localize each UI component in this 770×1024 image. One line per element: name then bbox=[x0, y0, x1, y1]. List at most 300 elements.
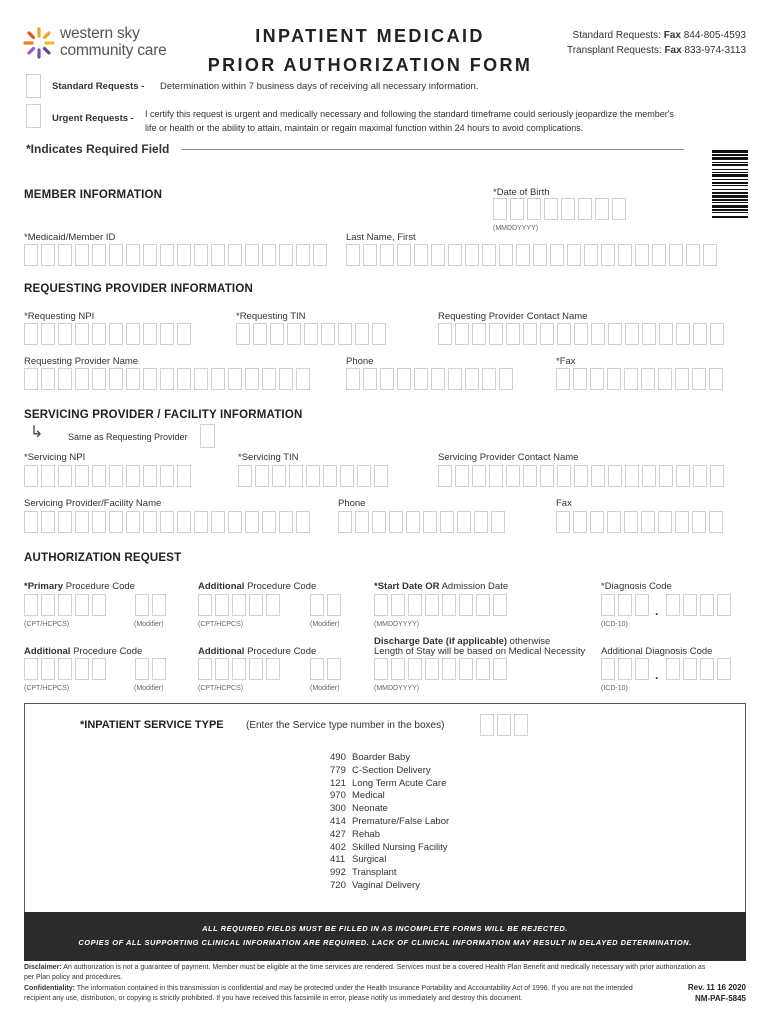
char-box[interactable] bbox=[573, 368, 587, 390]
char-box[interactable] bbox=[717, 594, 731, 616]
char-box[interactable] bbox=[92, 323, 106, 345]
char-box[interactable] bbox=[296, 368, 310, 390]
char-box[interactable] bbox=[177, 368, 191, 390]
char-box[interactable] bbox=[476, 658, 490, 680]
char-box[interactable] bbox=[642, 323, 656, 345]
char-box[interactable] bbox=[262, 511, 276, 533]
requesting-phone-boxes[interactable] bbox=[346, 368, 513, 390]
additional-cpt-boxes-2[interactable] bbox=[24, 658, 106, 680]
char-box[interactable] bbox=[591, 323, 605, 345]
char-box[interactable] bbox=[58, 594, 72, 616]
char-box[interactable] bbox=[675, 511, 689, 533]
char-box[interactable] bbox=[232, 594, 246, 616]
char-box[interactable] bbox=[642, 465, 656, 487]
char-box[interactable] bbox=[666, 658, 680, 680]
char-box[interactable] bbox=[41, 368, 55, 390]
char-box[interactable] bbox=[215, 658, 229, 680]
char-box[interactable] bbox=[540, 323, 554, 345]
diagnosis-decimal: . bbox=[655, 604, 659, 618]
barcode-bar bbox=[712, 169, 748, 170]
char-box[interactable] bbox=[245, 368, 259, 390]
char-box[interactable] bbox=[245, 511, 259, 533]
char-box[interactable] bbox=[457, 511, 471, 533]
diagnosis-code-boxes-a[interactable] bbox=[601, 594, 649, 616]
char-box[interactable] bbox=[160, 511, 174, 533]
char-box[interactable] bbox=[635, 594, 649, 616]
char-box[interactable] bbox=[306, 465, 320, 487]
char-box[interactable] bbox=[340, 465, 354, 487]
char-box[interactable] bbox=[126, 368, 140, 390]
requesting-contact-boxes[interactable] bbox=[438, 323, 724, 345]
char-box[interactable] bbox=[160, 323, 174, 345]
same-as-checkbox[interactable] bbox=[200, 424, 215, 448]
char-box[interactable] bbox=[442, 658, 456, 680]
char-box[interactable] bbox=[92, 511, 106, 533]
additional-diagnosis-boxes-a[interactable] bbox=[601, 658, 649, 680]
char-box[interactable] bbox=[41, 594, 55, 616]
char-box[interactable] bbox=[198, 594, 212, 616]
char-box[interactable] bbox=[310, 594, 324, 616]
char-box[interactable] bbox=[557, 323, 571, 345]
char-box[interactable] bbox=[279, 244, 293, 266]
char-box[interactable] bbox=[506, 323, 520, 345]
char-box[interactable] bbox=[608, 465, 622, 487]
char-box[interactable] bbox=[499, 244, 513, 266]
barcode-bar bbox=[712, 172, 748, 173]
char-box[interactable] bbox=[709, 368, 723, 390]
char-box[interactable] bbox=[321, 323, 335, 345]
char-box[interactable] bbox=[474, 511, 488, 533]
char-box[interactable] bbox=[590, 368, 604, 390]
char-box[interactable] bbox=[591, 465, 605, 487]
char-box[interactable] bbox=[423, 511, 437, 533]
char-box[interactable] bbox=[228, 244, 242, 266]
char-box[interactable] bbox=[92, 658, 106, 680]
char-box[interactable] bbox=[703, 244, 717, 266]
char-box[interactable] bbox=[658, 511, 672, 533]
char-box[interactable] bbox=[323, 465, 337, 487]
char-box[interactable] bbox=[624, 368, 638, 390]
barcode-bar bbox=[712, 157, 748, 160]
char-box[interactable] bbox=[327, 594, 341, 616]
char-box[interactable] bbox=[109, 244, 123, 266]
char-box[interactable] bbox=[272, 465, 286, 487]
char-box[interactable] bbox=[92, 465, 106, 487]
servicing-npi-boxes[interactable] bbox=[24, 465, 191, 487]
char-box[interactable] bbox=[92, 244, 106, 266]
char-box[interactable] bbox=[152, 594, 166, 616]
char-box[interactable] bbox=[177, 465, 191, 487]
char-box[interactable] bbox=[693, 465, 707, 487]
char-box[interactable] bbox=[287, 323, 301, 345]
char-box[interactable] bbox=[635, 244, 649, 266]
char-box[interactable] bbox=[482, 368, 496, 390]
char-box[interactable] bbox=[584, 244, 598, 266]
char-box[interactable] bbox=[75, 465, 89, 487]
char-box[interactable] bbox=[601, 244, 615, 266]
additional-cpt-hint-2: (CPT/HCPCS) bbox=[24, 685, 70, 692]
char-box[interactable] bbox=[408, 594, 422, 616]
char-box[interactable] bbox=[194, 368, 208, 390]
revision-date: Rev. 11 16 2020 bbox=[687, 983, 746, 992]
char-box[interactable] bbox=[709, 511, 723, 533]
char-box[interactable] bbox=[573, 511, 587, 533]
char-box[interactable] bbox=[238, 465, 252, 487]
char-box[interactable] bbox=[92, 594, 106, 616]
servicing-name-label: Servicing Provider/Facility Name bbox=[24, 498, 162, 509]
char-box[interactable] bbox=[355, 511, 369, 533]
additional-cpt-boxes-1[interactable] bbox=[198, 594, 280, 616]
char-box[interactable] bbox=[262, 244, 276, 266]
char-box[interactable] bbox=[431, 368, 445, 390]
char-box[interactable] bbox=[448, 244, 462, 266]
char-box[interactable] bbox=[58, 465, 72, 487]
char-box[interactable] bbox=[253, 323, 267, 345]
char-box[interactable] bbox=[194, 244, 208, 266]
char-box[interactable] bbox=[24, 594, 38, 616]
char-box[interactable] bbox=[540, 465, 554, 487]
char-box[interactable] bbox=[425, 658, 439, 680]
char-box[interactable] bbox=[489, 323, 503, 345]
char-box[interactable] bbox=[700, 594, 714, 616]
char-box[interactable] bbox=[255, 465, 269, 487]
char-box[interactable] bbox=[624, 511, 638, 533]
char-box[interactable] bbox=[262, 368, 276, 390]
barcode-bar bbox=[712, 150, 748, 153]
char-box[interactable] bbox=[249, 658, 263, 680]
char-box[interactable] bbox=[380, 368, 394, 390]
char-box[interactable] bbox=[380, 244, 394, 266]
char-box[interactable] bbox=[641, 368, 655, 390]
char-box[interactable] bbox=[266, 658, 280, 680]
char-box[interactable] bbox=[523, 323, 537, 345]
char-box[interactable] bbox=[215, 594, 229, 616]
char-box[interactable] bbox=[459, 594, 473, 616]
char-box[interactable] bbox=[465, 244, 479, 266]
char-box[interactable] bbox=[658, 368, 672, 390]
char-box[interactable] bbox=[414, 368, 428, 390]
char-box[interactable] bbox=[608, 323, 622, 345]
char-box[interactable] bbox=[24, 658, 38, 680]
char-box[interactable] bbox=[476, 594, 490, 616]
char-box[interactable] bbox=[391, 658, 405, 680]
char-box[interactable] bbox=[440, 511, 454, 533]
char-box[interactable] bbox=[717, 658, 731, 680]
barcode-bar bbox=[712, 179, 748, 180]
char-box[interactable] bbox=[75, 368, 89, 390]
char-box[interactable] bbox=[355, 323, 369, 345]
char-box[interactable] bbox=[406, 511, 420, 533]
service-type-name: Long Term Acute Care bbox=[352, 777, 447, 789]
standard-request-checkbox[interactable] bbox=[26, 74, 41, 98]
char-box[interactable] bbox=[211, 244, 225, 266]
char-box[interactable] bbox=[24, 244, 38, 266]
char-box[interactable] bbox=[693, 323, 707, 345]
char-box[interactable] bbox=[607, 511, 621, 533]
char-box[interactable] bbox=[338, 511, 352, 533]
char-box[interactable] bbox=[160, 368, 174, 390]
char-box[interactable] bbox=[363, 368, 377, 390]
char-box[interactable] bbox=[389, 511, 403, 533]
char-box[interactable] bbox=[618, 658, 632, 680]
char-box[interactable] bbox=[491, 511, 505, 533]
char-box[interactable] bbox=[327, 658, 341, 680]
char-box[interactable] bbox=[686, 244, 700, 266]
char-box[interactable] bbox=[177, 511, 191, 533]
char-box[interactable] bbox=[228, 511, 242, 533]
char-box[interactable] bbox=[41, 658, 55, 680]
char-box[interactable] bbox=[374, 465, 388, 487]
char-box[interactable] bbox=[24, 511, 38, 533]
char-box[interactable] bbox=[516, 244, 530, 266]
char-box[interactable] bbox=[438, 323, 452, 345]
char-box[interactable] bbox=[482, 244, 496, 266]
char-box[interactable] bbox=[289, 465, 303, 487]
char-box[interactable] bbox=[177, 323, 191, 345]
char-box[interactable] bbox=[675, 368, 689, 390]
char-box[interactable] bbox=[618, 244, 632, 266]
requesting-name-boxes[interactable] bbox=[24, 368, 310, 390]
char-box[interactable] bbox=[493, 658, 507, 680]
char-box[interactable] bbox=[455, 465, 469, 487]
char-box[interactable] bbox=[143, 465, 157, 487]
char-box[interactable] bbox=[442, 594, 456, 616]
char-box[interactable] bbox=[574, 323, 588, 345]
char-box[interactable] bbox=[574, 465, 588, 487]
char-box[interactable] bbox=[557, 465, 571, 487]
char-box[interactable] bbox=[683, 658, 697, 680]
char-box[interactable] bbox=[372, 511, 386, 533]
char-box[interactable] bbox=[58, 511, 72, 533]
char-box[interactable] bbox=[480, 714, 494, 736]
char-box[interactable] bbox=[659, 323, 673, 345]
char-box[interactable] bbox=[232, 658, 246, 680]
char-box[interactable] bbox=[556, 511, 570, 533]
additional-diagnosis-boxes-b[interactable] bbox=[666, 658, 731, 680]
char-box[interactable] bbox=[338, 323, 352, 345]
char-box[interactable] bbox=[160, 465, 174, 487]
char-box[interactable] bbox=[357, 465, 371, 487]
char-box[interactable] bbox=[523, 465, 537, 487]
char-box[interactable] bbox=[692, 368, 706, 390]
char-box[interactable] bbox=[397, 244, 411, 266]
char-box[interactable] bbox=[304, 323, 318, 345]
char-box[interactable] bbox=[24, 368, 38, 390]
discharge-date-rest: otherwise bbox=[507, 636, 551, 647]
char-box[interactable] bbox=[431, 244, 445, 266]
char-box[interactable] bbox=[24, 465, 38, 487]
char-box[interactable] bbox=[160, 244, 174, 266]
char-box[interactable] bbox=[211, 368, 225, 390]
char-box[interactable] bbox=[700, 658, 714, 680]
start-date-boxes[interactable] bbox=[374, 594, 507, 616]
char-box[interactable] bbox=[676, 323, 690, 345]
char-box[interactable] bbox=[126, 465, 140, 487]
char-box[interactable] bbox=[279, 368, 293, 390]
char-box[interactable] bbox=[135, 658, 149, 680]
requesting-fax-boxes[interactable] bbox=[556, 368, 723, 390]
char-box[interactable] bbox=[692, 511, 706, 533]
char-box[interactable] bbox=[710, 323, 724, 345]
char-box[interactable] bbox=[58, 244, 72, 266]
char-box[interactable] bbox=[397, 368, 411, 390]
primary-cpt-boxes[interactable] bbox=[24, 594, 106, 616]
dob-boxes[interactable] bbox=[493, 198, 626, 220]
service-type-item bbox=[330, 803, 449, 816]
char-box[interactable] bbox=[455, 323, 469, 345]
char-box[interactable] bbox=[625, 323, 639, 345]
char-box[interactable] bbox=[109, 323, 123, 345]
char-box[interactable] bbox=[143, 368, 157, 390]
char-box[interactable] bbox=[41, 511, 55, 533]
char-box[interactable] bbox=[279, 511, 293, 533]
char-box[interactable] bbox=[635, 658, 649, 680]
char-box[interactable] bbox=[374, 594, 388, 616]
char-box[interactable] bbox=[211, 511, 225, 533]
member-name-boxes[interactable] bbox=[346, 244, 717, 266]
char-box[interactable] bbox=[24, 323, 38, 345]
servicing-contact-boxes[interactable] bbox=[438, 465, 724, 487]
char-box[interactable] bbox=[567, 244, 581, 266]
char-box[interactable] bbox=[666, 594, 680, 616]
char-box[interactable] bbox=[41, 323, 55, 345]
char-box[interactable] bbox=[126, 511, 140, 533]
diagnosis-icd-hint: (ICD-10) bbox=[601, 621, 628, 628]
char-box[interactable] bbox=[266, 594, 280, 616]
additional-modifier-boxes-3[interactable] bbox=[310, 658, 341, 680]
required-note-rule bbox=[182, 149, 684, 150]
servicing-fax-boxes[interactable] bbox=[556, 511, 723, 533]
servicing-name-boxes[interactable] bbox=[24, 511, 310, 533]
char-box[interactable] bbox=[556, 368, 570, 390]
char-box[interactable] bbox=[58, 323, 72, 345]
char-box[interactable] bbox=[75, 658, 89, 680]
char-box[interactable] bbox=[533, 244, 547, 266]
warning-banner bbox=[24, 912, 746, 961]
start-date-hint: (MMDDYYYY) bbox=[374, 621, 420, 628]
additional-cpt-boxes-3[interactable] bbox=[198, 658, 280, 680]
char-box[interactable] bbox=[75, 511, 89, 533]
char-box[interactable] bbox=[472, 323, 486, 345]
char-box[interactable] bbox=[607, 368, 621, 390]
char-box[interactable] bbox=[346, 244, 360, 266]
char-box[interactable] bbox=[126, 244, 140, 266]
char-box[interactable] bbox=[109, 511, 123, 533]
additional-modifier-boxes-1[interactable] bbox=[310, 594, 341, 616]
char-box[interactable] bbox=[465, 368, 479, 390]
char-box[interactable] bbox=[425, 594, 439, 616]
char-box[interactable] bbox=[669, 244, 683, 266]
char-box[interactable] bbox=[346, 368, 360, 390]
char-box[interactable] bbox=[126, 323, 140, 345]
char-box[interactable] bbox=[58, 658, 72, 680]
char-box[interactable] bbox=[75, 323, 89, 345]
char-box[interactable] bbox=[152, 658, 166, 680]
char-box[interactable] bbox=[497, 714, 511, 736]
char-box[interactable] bbox=[472, 465, 486, 487]
char-box[interactable] bbox=[590, 511, 604, 533]
char-box[interactable] bbox=[489, 465, 503, 487]
char-box[interactable] bbox=[310, 658, 324, 680]
requesting-tin-boxes[interactable] bbox=[236, 323, 386, 345]
char-box[interactable] bbox=[652, 244, 666, 266]
requesting-npi-boxes[interactable] bbox=[24, 323, 191, 345]
char-box[interactable] bbox=[625, 465, 639, 487]
char-box[interactable] bbox=[372, 323, 386, 345]
revision-info bbox=[688, 982, 746, 1004]
char-box[interactable] bbox=[374, 658, 388, 680]
char-box[interactable] bbox=[41, 465, 55, 487]
additional-cpt-hint-3: (CPT/HCPCS) bbox=[198, 685, 244, 692]
char-box[interactable] bbox=[41, 244, 55, 266]
char-box[interactable] bbox=[506, 465, 520, 487]
char-box[interactable] bbox=[408, 658, 422, 680]
char-box[interactable] bbox=[228, 368, 242, 390]
primary-modifier-boxes[interactable] bbox=[135, 594, 166, 616]
char-box[interactable] bbox=[659, 465, 673, 487]
char-box[interactable] bbox=[499, 368, 513, 390]
banner-line-1: ALL REQUIRED FIELDS MUST BE FILLED IN AS INCOMPLETE FORMS WILL BE REJECTED. bbox=[202, 924, 568, 933]
char-box[interactable] bbox=[313, 244, 327, 266]
discharge-date-boxes[interactable] bbox=[374, 658, 507, 680]
char-box[interactable] bbox=[601, 594, 615, 616]
char-box[interactable] bbox=[75, 594, 89, 616]
char-box[interactable] bbox=[109, 368, 123, 390]
char-box[interactable] bbox=[143, 323, 157, 345]
char-box[interactable] bbox=[296, 511, 310, 533]
char-box[interactable] bbox=[296, 244, 310, 266]
char-box[interactable] bbox=[438, 465, 452, 487]
char-box[interactable] bbox=[683, 594, 697, 616]
servicing-tin-boxes[interactable] bbox=[238, 465, 388, 487]
char-box[interactable] bbox=[391, 594, 405, 616]
char-box[interactable] bbox=[363, 244, 377, 266]
service-type-item bbox=[330, 765, 449, 778]
char-box[interactable] bbox=[177, 244, 191, 266]
member-id-boxes[interactable] bbox=[24, 244, 327, 266]
char-box[interactable] bbox=[641, 511, 655, 533]
servicing-phone-boxes[interactable] bbox=[338, 511, 505, 533]
char-box[interactable] bbox=[198, 658, 212, 680]
char-box[interactable] bbox=[143, 511, 157, 533]
char-box[interactable] bbox=[676, 465, 690, 487]
char-box[interactable] bbox=[459, 658, 473, 680]
char-box[interactable] bbox=[710, 465, 724, 487]
char-box[interactable] bbox=[245, 244, 259, 266]
diagnosis-code-boxes-b[interactable] bbox=[666, 594, 731, 616]
char-box[interactable] bbox=[109, 465, 123, 487]
char-box[interactable] bbox=[236, 323, 250, 345]
additional-modifier-boxes-2[interactable] bbox=[135, 658, 166, 680]
char-box[interactable] bbox=[514, 714, 528, 736]
char-box[interactable] bbox=[135, 594, 149, 616]
char-box[interactable] bbox=[143, 244, 157, 266]
char-box[interactable] bbox=[550, 244, 564, 266]
char-box[interactable] bbox=[270, 323, 284, 345]
char-box[interactable] bbox=[414, 244, 428, 266]
service-type-boxes[interactable] bbox=[480, 714, 528, 736]
char-box[interactable] bbox=[249, 594, 263, 616]
char-box[interactable] bbox=[58, 368, 72, 390]
urgent-request-checkbox[interactable] bbox=[26, 104, 41, 128]
char-box[interactable] bbox=[493, 594, 507, 616]
char-box[interactable] bbox=[601, 658, 615, 680]
char-box[interactable] bbox=[92, 368, 106, 390]
char-box[interactable] bbox=[448, 368, 462, 390]
char-box[interactable] bbox=[618, 594, 632, 616]
char-box[interactable] bbox=[194, 511, 208, 533]
char-box[interactable] bbox=[75, 244, 89, 266]
